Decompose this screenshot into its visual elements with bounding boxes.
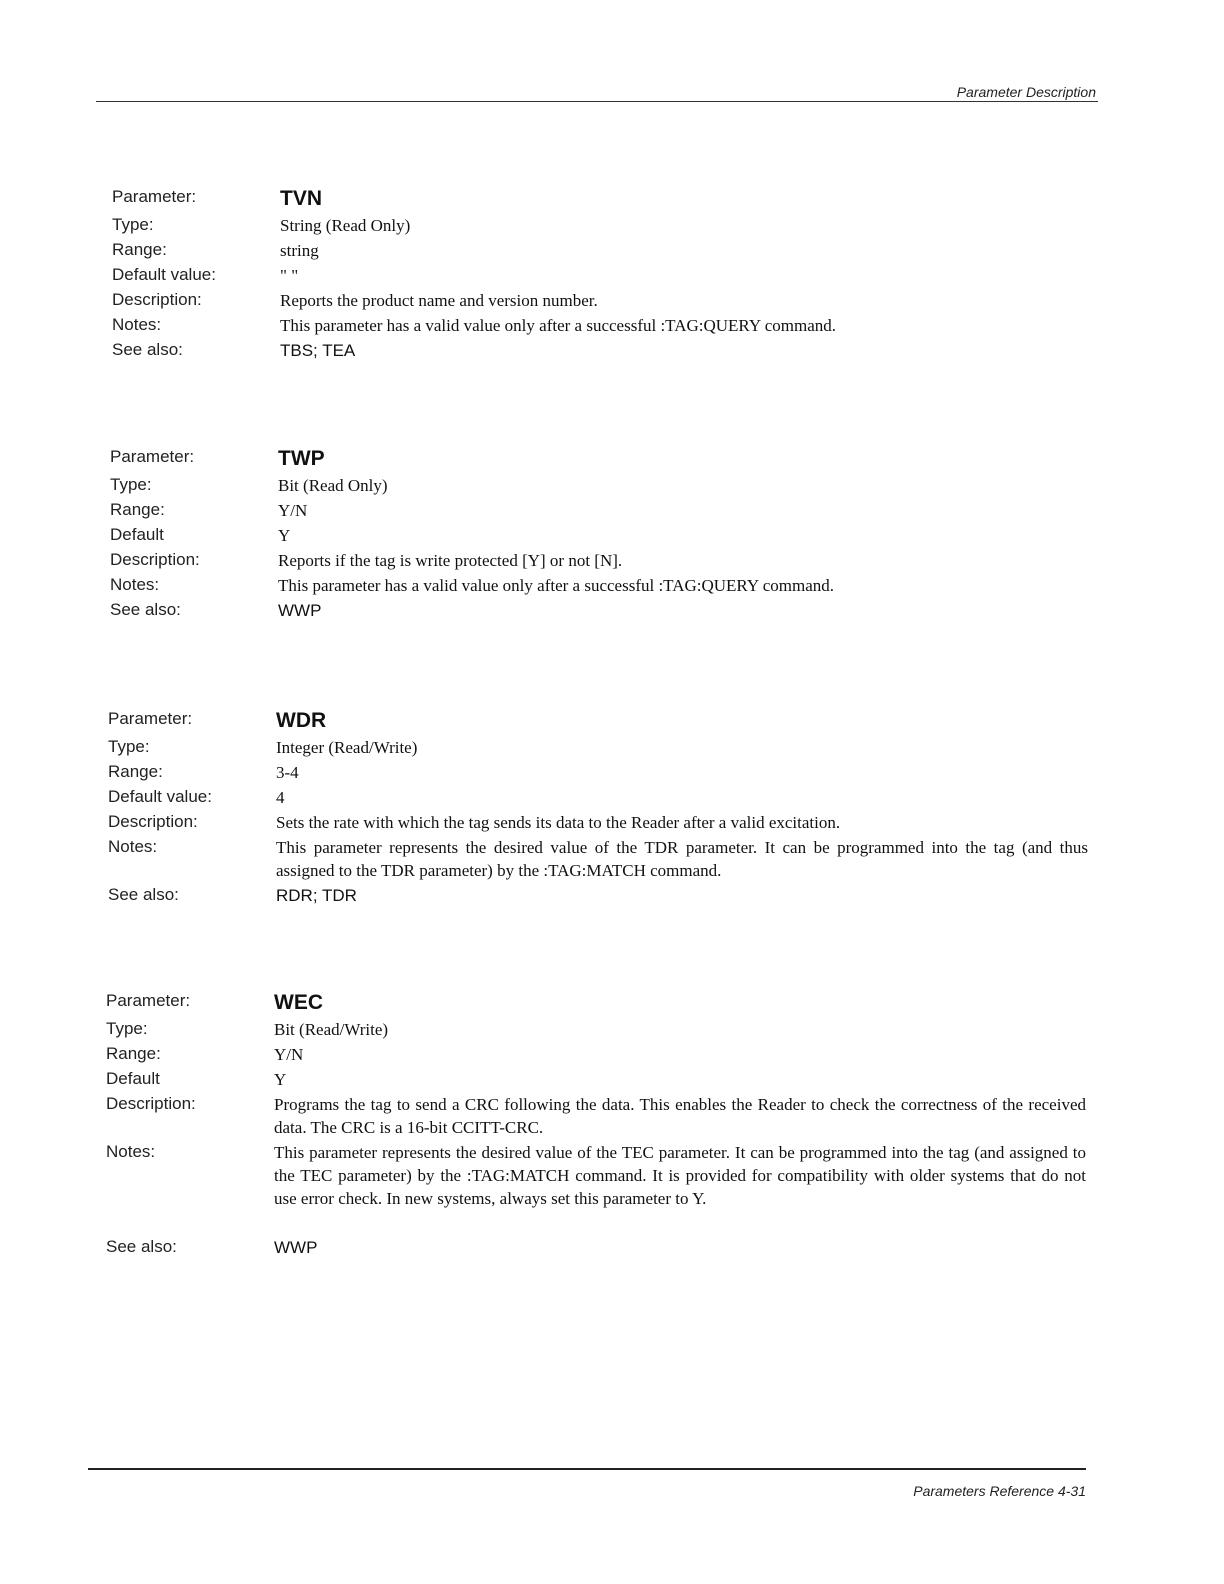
parameter-name: WDR — [276, 709, 327, 732]
notes-label: Notes: — [112, 315, 162, 334]
notes-value: This parameter represents the desired value of the TEC parameter. It can be programmed into the tag (and assigned to the TEC parameter) by the :TAG:MATCH command. It is provided for compatibility with older systems that do not use error check. In new systems, always set this parameter to Y. — [274, 1143, 1086, 1208]
page-header-title: Parameter Description — [956, 84, 1096, 100]
see-also-value: WWP — [278, 601, 322, 620]
parameter-name: TWP — [278, 447, 325, 470]
type-value: Integer (Read/Write) — [276, 738, 418, 757]
type-label: Type: — [110, 475, 152, 494]
type-label: Type: — [108, 737, 150, 756]
range-value: 3-4 — [276, 763, 299, 782]
description-label: Description: — [108, 812, 198, 831]
range-label: Range: — [110, 500, 165, 519]
range-label: Range: — [112, 240, 167, 259]
type-value: Bit (Read/Write) — [274, 1020, 389, 1039]
default-label: Default value: — [112, 265, 216, 284]
notes-value: This parameter represents the desired value of the TDR parameter. It can be programmed into the tag (and thus assigned to the TDR parameter) by the :TAG:MATCH command. — [276, 838, 1088, 880]
description-value: Reports if the tag is write protected [Y] or not [N]. — [278, 551, 623, 570]
type-value: String (Read Only) — [280, 216, 411, 235]
notes-label: Notes: — [110, 575, 160, 594]
type-value: Bit (Read Only) — [278, 476, 388, 495]
see-also-label: See also: — [108, 885, 179, 904]
parameter-label: Parameter: — [112, 187, 197, 206]
see-also-label: See also: — [106, 1237, 177, 1256]
description-value: Reports the product name and version number. — [280, 291, 598, 310]
default-value: Y — [274, 1070, 287, 1089]
see-also-value: RDR; TDR — [276, 886, 357, 905]
type-label: Type: — [112, 215, 154, 234]
footer-divider — [88, 1468, 1086, 1470]
parameter-name: WEC — [274, 991, 323, 1014]
see-also-label: See also: — [112, 340, 183, 359]
see-also-value: WWP — [274, 1238, 318, 1257]
description-value: Sets the rate with which the tag sends its data to the Reader after a valid excitation. — [276, 813, 841, 832]
parameter-entry-wdr — [108, 708, 1108, 909]
notes-value: This parameter has a valid value only after a successful :TAG:QUERY command. — [278, 576, 835, 595]
range-label: Range: — [106, 1044, 161, 1063]
notes-label: Notes: — [106, 1142, 156, 1161]
range-value: string — [280, 241, 319, 260]
default-value: 4 — [276, 788, 285, 807]
page-footer: Parameters Reference 4-31 — [913, 1483, 1086, 1499]
range-value: Y/N — [278, 501, 308, 520]
see-also-value: TBS; TEA — [280, 341, 356, 360]
parameter-label: Parameter: — [106, 991, 191, 1010]
default-label: Default — [110, 525, 164, 544]
default-value: " " — [280, 266, 299, 285]
header-divider — [96, 101, 1098, 102]
description-label: Description: — [112, 290, 202, 309]
description-value: Programs the tag to send a CRC following the data. This enables the Reader to check the correctness of the received data. The CRC is a 16-bit CCITT-CRC. — [274, 1095, 1086, 1137]
range-value: Y/N — [274, 1045, 304, 1064]
parameter-entry-wec — [106, 990, 1106, 1261]
default-label: Default value: — [108, 787, 212, 806]
description-label: Description: — [106, 1094, 196, 1113]
notes-label: Notes: — [108, 837, 158, 856]
range-label: Range: — [108, 762, 163, 781]
default-value: Y — [278, 526, 291, 545]
see-also-label: See also: — [110, 600, 181, 619]
notes-value: This parameter has a valid value only after a successful :TAG:QUERY command. — [280, 316, 837, 335]
parameter-entry-tvn — [112, 186, 1112, 364]
parameter-label: Parameter: — [110, 447, 195, 466]
default-label: Default — [106, 1069, 160, 1088]
parameter-label: Parameter: — [108, 709, 193, 728]
parameter-name: TVN — [280, 187, 322, 210]
parameter-entry-twp — [110, 446, 1110, 624]
type-label: Type: — [106, 1019, 148, 1038]
description-label: Description: — [110, 550, 200, 569]
